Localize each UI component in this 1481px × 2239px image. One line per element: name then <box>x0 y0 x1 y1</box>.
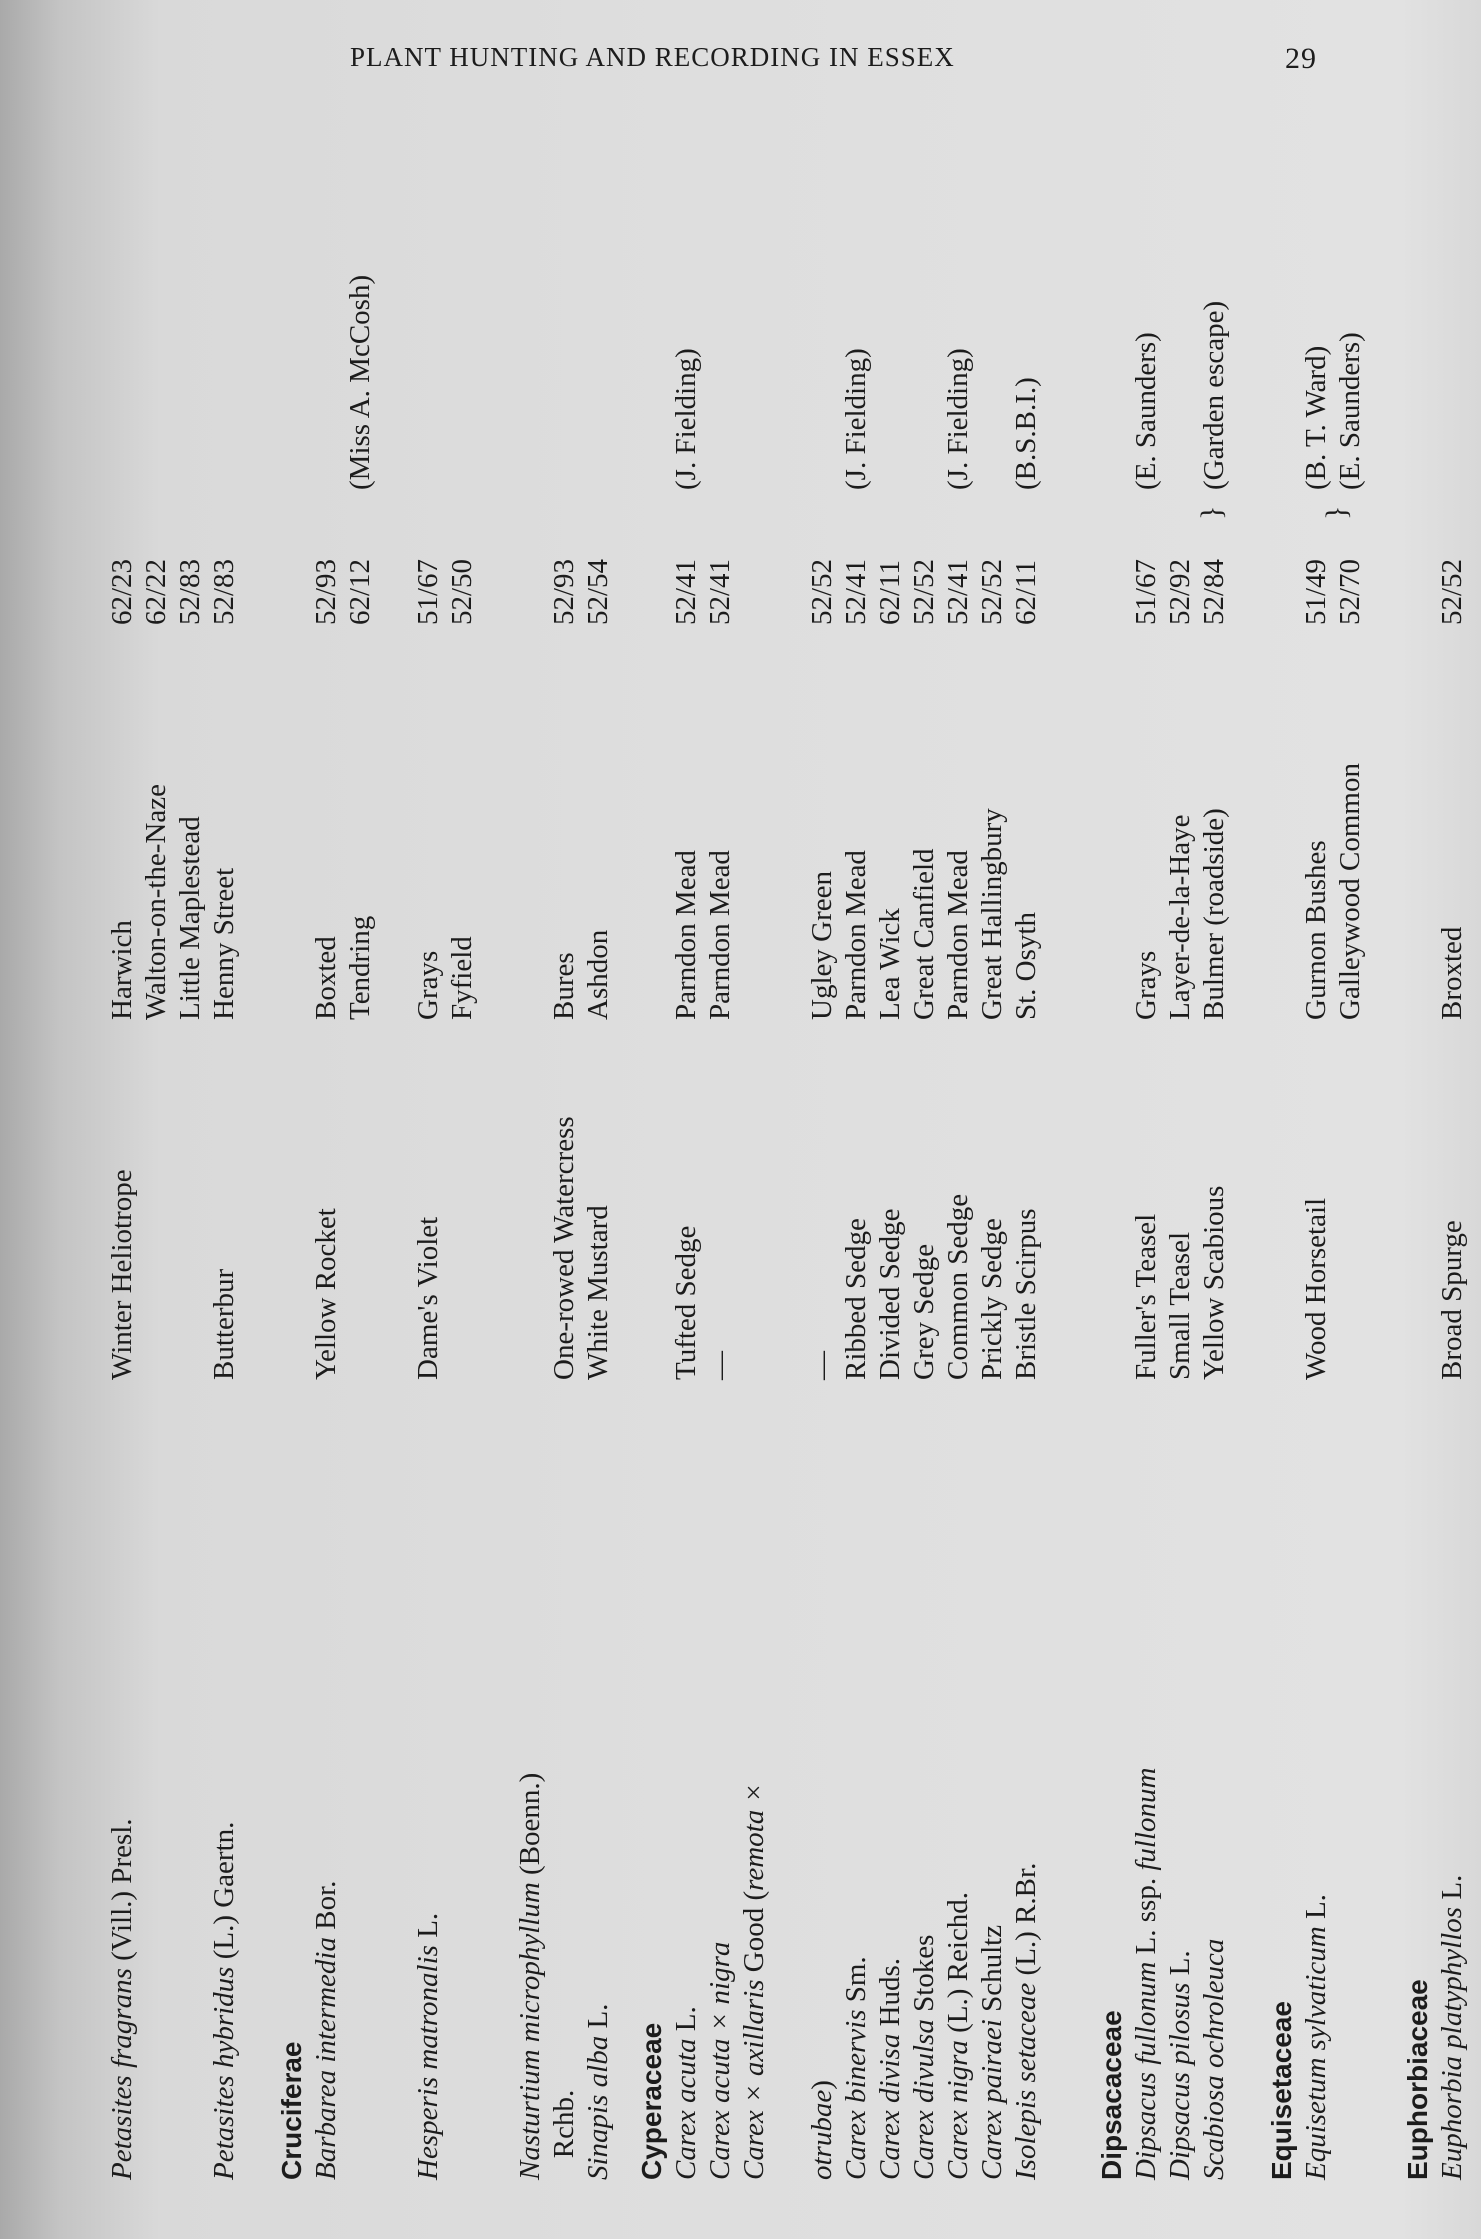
family-heading <box>635 80 669 2180</box>
table-row <box>1129 80 1163 2180</box>
locality: Ugley Green <box>806 871 838 1020</box>
locality: Walton-on-the-Naze <box>140 784 172 1020</box>
page-number: 29 <box>1285 42 1317 75</box>
table-row <box>1163 80 1197 2180</box>
author-citation: Huds. <box>874 1957 906 2034</box>
scientific-name <box>513 1773 547 2180</box>
author-citation: (L.) Reichd. <box>942 1891 974 2041</box>
species-epithet: Carex binervis <box>840 2009 872 2180</box>
species-epithet: Carex × axillaris <box>738 1979 770 2180</box>
common-name: One-rowed Watercress <box>548 1116 580 1380</box>
author-citation: L. ssp. <box>1130 1870 1162 1962</box>
table-row <box>581 80 615 2180</box>
grid-reference: 52/52 <box>1436 558 1468 625</box>
locality: Gurnon Bushes <box>1300 840 1332 1020</box>
table-row <box>975 80 1009 2180</box>
grid-reference: 52/52 <box>976 558 1008 625</box>
recorder: (E. Saunders) <box>1334 332 1366 490</box>
table-row <box>411 80 445 2180</box>
name-continuation: remota × <box>738 1782 770 1891</box>
grid-reference: 52/41 <box>704 558 736 625</box>
scientific-name <box>907 1935 941 2180</box>
common-name: Yellow Scabious <box>1198 1185 1230 1380</box>
scientific-name <box>411 1913 445 2180</box>
scientific-name <box>1163 1950 1197 2180</box>
grid-reference: 52/52 <box>806 558 838 625</box>
species-epithet: Isolepis setaceae <box>1010 1982 1042 2180</box>
locality: Tendring <box>344 915 376 1020</box>
locality: Lea Wick <box>874 908 906 1020</box>
locality: Great Hallingbury <box>976 808 1008 1020</box>
common-name: Bristle Scirpus <box>1010 1208 1042 1380</box>
author-citation: L. <box>1164 1950 1196 1983</box>
family-name: Equisetaceae <box>1266 2001 1297 2180</box>
common-name: — <box>806 1351 838 1380</box>
species-epithet: Dipsacus pilosus <box>1164 1982 1196 2180</box>
grid-reference: 51/49 <box>1300 558 1332 625</box>
locality: Bures <box>548 952 580 1020</box>
grid-reference: 52/41 <box>670 558 702 625</box>
common-name: Dame's Violet <box>412 1216 444 1380</box>
family-name: Cyperaceae <box>636 2022 667 2180</box>
author-citation: Stokes <box>908 1934 940 2020</box>
scientific-name <box>975 1925 1009 2180</box>
grid-reference: 52/92 <box>1164 558 1196 625</box>
table-row <box>105 80 139 2180</box>
common-name: Small Teasel <box>1164 1231 1196 1380</box>
grid-reference: 52/93 <box>310 558 342 625</box>
author-citation: L. <box>582 2003 614 2036</box>
table-row <box>1299 80 1333 2180</box>
common-name: Tufted Sedge <box>670 1225 702 1380</box>
author-citation: L. <box>412 1912 444 1946</box>
locality: Great Canfield <box>908 848 940 1020</box>
author-citation: Good ( <box>738 1890 770 1980</box>
scientific-name <box>1009 1863 1043 2180</box>
recorder: (J. Fielding) <box>840 348 872 490</box>
family-name: Cruciferae <box>276 2041 307 2180</box>
species-epithet: otrubae <box>806 2089 838 2180</box>
scientific-name <box>839 1956 873 2180</box>
scientific-name <box>1197 1939 1231 2180</box>
species-epithet: Sinapis alba <box>582 2035 614 2180</box>
common-name: Broad Spurge <box>1436 1220 1468 1380</box>
table-row <box>737 80 771 2180</box>
locality: Bulmer (roadside) <box>1198 808 1230 1020</box>
recorder: (Garden escape) <box>1198 300 1230 490</box>
common-name: Winter Heliotrope <box>106 1169 138 1380</box>
grid-reference: 52/54 <box>582 558 614 625</box>
scientific-name <box>873 1958 907 2180</box>
grid-reference: 51/67 <box>1130 558 1162 625</box>
scientific-name <box>1299 1894 1333 2180</box>
locality: Fyfield <box>446 936 478 1020</box>
author-citation: Rchb. <box>548 2089 580 2180</box>
table-row <box>547 80 581 2180</box>
common-name: Common Sedge <box>942 1193 974 1380</box>
author-citation: L. <box>670 2006 702 2039</box>
common-name: Fuller's Teasel <box>1130 1213 1162 1380</box>
family-heading <box>1095 80 1129 2180</box>
species-epithet: Scabiosa ochroleuca <box>1198 1938 1230 2180</box>
locality: Harwich <box>106 920 138 1020</box>
table-row <box>445 80 479 2180</box>
grid-reference: 52/93 <box>548 558 580 625</box>
scientific-name <box>309 1881 343 2180</box>
grid-reference: 62/22 <box>140 558 172 625</box>
common-name: Butterbur <box>208 1268 240 1380</box>
table-row <box>309 80 343 2180</box>
grid-reference: 52/52 <box>908 558 940 625</box>
grid-reference: 51/67 <box>412 558 444 625</box>
common-name: Yellow Rocket <box>310 1208 342 1380</box>
locality: Ashdon <box>582 929 614 1020</box>
table-row <box>1009 80 1043 2180</box>
author-citation: ) <box>806 2080 838 2090</box>
species-epithet: Barbarea intermedia <box>310 1937 342 2180</box>
family-heading <box>1265 80 1299 2180</box>
locality: Broxted <box>1436 926 1468 1020</box>
grid-reference: 52/50 <box>446 558 478 625</box>
author-citation: Schultz <box>976 1924 1008 2020</box>
species-epithet: Petasites fragrans <box>106 1968 138 2180</box>
table-row <box>139 80 173 2180</box>
table-row <box>173 80 207 2180</box>
locality: Galleywood Common <box>1334 763 1366 1020</box>
common-name: — <box>704 1351 736 1380</box>
species-epithet: Carex pairaei <box>976 2019 1008 2180</box>
table-row <box>839 80 873 2180</box>
table-row <box>941 80 975 2180</box>
grid-reference: 52/83 <box>174 558 206 625</box>
species-epithet: Nasturtium microphyllum <box>514 1882 546 2180</box>
species-epithet: Petasites hybridus <box>208 1966 240 2180</box>
table-row <box>1435 80 1469 2180</box>
family-heading <box>1401 80 1435 2180</box>
scientific-name <box>669 2006 703 2180</box>
author-citation: Bor. <box>310 1880 342 1938</box>
table-row <box>873 80 907 2180</box>
scientific-name <box>547 2090 581 2180</box>
grid-reference: 52/83 <box>208 558 240 625</box>
author-citation: (Boenn.) <box>514 1772 546 1883</box>
grid-reference: 52/70 <box>1334 558 1366 625</box>
locality: Layer-de-la-Haye <box>1164 814 1196 1020</box>
scientific-name <box>105 1818 139 2180</box>
species-epithet: Dipsacus fullonum <box>1130 1961 1162 2180</box>
recorder: (J. Fielding) <box>942 348 974 490</box>
author-citation: L. <box>1436 1874 1468 1907</box>
species-epithet: Euphorbia platyphyllos <box>1436 1906 1468 2180</box>
author-citation: L. <box>1300 1894 1332 1927</box>
name-continuation: fullonum <box>1130 1767 1162 1871</box>
locality: Boxted <box>310 936 342 1020</box>
scientific-name <box>1435 1875 1469 2180</box>
species-epithet: Carex divisa <box>874 2033 906 2180</box>
common-name: White Mustard <box>582 1205 614 1380</box>
running-head: PLANT HUNTING AND RECORDING IN ESSEX <box>350 42 955 72</box>
author-citation: (L.) R.Br. <box>1010 1862 1042 1983</box>
grid-reference: 62/12 <box>344 558 376 625</box>
locality: Henny Street <box>208 867 240 1020</box>
scientific-name <box>737 1783 771 2180</box>
recorder: (Miss A. McCosh) <box>344 274 376 490</box>
species-table <box>105 80 1468 2180</box>
family-heading <box>275 80 309 2180</box>
family-name: Euphorbiaceae <box>1402 1979 1433 2180</box>
brace-mark: } <box>1195 505 1228 520</box>
table-row <box>343 80 377 2180</box>
recorder: (B.S.B.I.) <box>1010 377 1042 490</box>
scientific-name <box>581 2004 615 2180</box>
locality: Parndon Mead <box>840 850 872 1020</box>
author-citation: (L.) Gaertn. <box>208 1821 240 1967</box>
recorder: (B. T. Ward) <box>1300 345 1332 490</box>
locality: Parndon Mead <box>670 850 702 1020</box>
grid-reference: 52/41 <box>942 558 974 625</box>
common-name: Ribbed Sedge <box>840 1218 872 1380</box>
grid-reference: 62/11 <box>874 560 906 625</box>
species-epithet: Hesperis matronalis <box>412 1945 444 2180</box>
species-epithet: Carex acuta <box>670 2038 702 2180</box>
common-name: Prickly Sedge <box>976 1218 1008 1380</box>
author-citation: (Vill.) Presl. <box>106 1818 138 1969</box>
species-epithet: Equisetum sylvaticum <box>1300 1926 1332 2180</box>
brace-mark: } <box>1320 505 1353 520</box>
grid-reference: 62/23 <box>106 558 138 625</box>
common-name: Wood Horsetail <box>1300 1197 1332 1380</box>
table-row <box>703 80 737 2180</box>
common-name: Grey Sedge <box>908 1243 940 1380</box>
recorder: (E. Saunders) <box>1130 332 1162 490</box>
table-row <box>1197 80 1231 2180</box>
scientific-name <box>805 2080 839 2180</box>
recorder: (J. Fielding) <box>670 348 702 490</box>
locality: Grays <box>412 950 444 1020</box>
locality: Parndon Mead <box>704 850 736 1020</box>
scientific-name <box>941 1892 975 2180</box>
locality: Little Maplestead <box>174 816 206 1020</box>
family-name: Dipsacaceae <box>1096 2010 1127 2180</box>
locality: Parndon Mead <box>942 850 974 1020</box>
table-row <box>207 80 241 2180</box>
species-epithet: Carex acuta × nigra <box>704 1941 736 2180</box>
table-row <box>513 80 547 2180</box>
species-epithet: Carex divulsa <box>908 2019 940 2180</box>
scientific-name <box>703 1942 737 2180</box>
table-row <box>669 80 703 2180</box>
author-citation: Sm. <box>840 1956 872 2010</box>
locality: St. Osyth <box>1010 912 1042 1020</box>
table-row <box>907 80 941 2180</box>
scientific-name <box>207 1822 241 2180</box>
grid-reference: 52/41 <box>840 558 872 625</box>
scientific-name <box>1129 1768 1163 2180</box>
table-row <box>805 80 839 2180</box>
grid-reference: 62/11 <box>1010 560 1042 625</box>
table-row <box>1333 80 1367 2180</box>
locality: Grays <box>1130 950 1162 1020</box>
species-epithet: Carex nigra <box>942 2040 974 2180</box>
common-name: Divided Sedge <box>874 1208 906 1380</box>
grid-reference: 52/84 <box>1198 558 1230 625</box>
